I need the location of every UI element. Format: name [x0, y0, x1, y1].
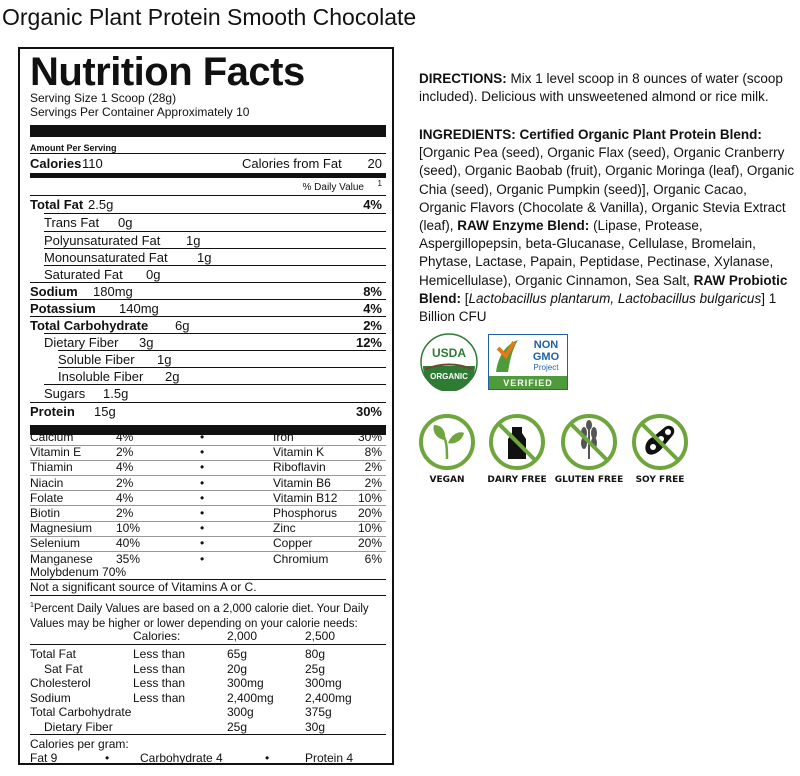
non-gmo-badge	[488, 334, 568, 390]
vitamin-name-right: Phosphorus	[273, 506, 338, 520]
blend3-title: RAW Probiotic Blend:	[419, 272, 788, 306]
not-significant: Not a significant source of Vitamins A or C.	[30, 580, 257, 594]
vitamin-name-right: Iron	[273, 430, 294, 444]
nutrient-name: Sugars	[44, 386, 86, 401]
usda-top-text: USDA	[431, 346, 467, 360]
footer-nutrient: Dietary Fiber	[44, 719, 113, 734]
footer-2000: 2,400mg	[227, 690, 274, 705]
nutrient-name: Total Carbohydrate	[30, 318, 149, 333]
divider	[30, 153, 386, 154]
nutrition-facts-label	[18, 47, 394, 765]
vitamin-dv-right: 10%	[357, 490, 382, 505]
directions	[419, 70, 797, 106]
footer-2000: 25g	[227, 719, 248, 734]
nutrient-daily-value: 2%	[363, 318, 382, 333]
divider	[30, 282, 386, 283]
vitamin-dv-left: 2%	[116, 506, 134, 520]
directions-text: Mix 1 level scoop in 8 ounces of water (scoop included). Delicious with unsweetened almond or rice milk.	[419, 71, 783, 104]
nongmo-gmo: GMO	[532, 351, 560, 363]
vitamin-name-right: Zinc	[273, 521, 296, 536]
nutrient-daily-value: 4%	[363, 197, 382, 212]
directions-heading: DIRECTIONS:	[419, 71, 507, 86]
vegan-caption: VEGAN	[429, 475, 465, 485]
footer-2500: 375g	[305, 705, 332, 719]
footnote-mark: 1	[30, 602, 34, 609]
nutrient-name: Protein	[30, 404, 75, 419]
nutrient-amount: 3g	[139, 335, 154, 350]
nutrient-name: Dietary Fiber	[44, 335, 119, 350]
footer-2500: 30g	[305, 719, 326, 734]
vitamin-dv-right: 6%	[364, 551, 382, 566]
blend2-text: (Lipase, Protease, Aspergillopepsin, beta-Glucanase, Cellulase, Bromelain, Phytase, Lactase, Papain, Peptidase, Pectinase, Xylanase, Hemicellulase), Organic Cinnamon, Sea Salt,	[419, 218, 774, 288]
blend3-text: ] 1 Billion CFU	[419, 290, 777, 325]
vitamin-dv-right: 20%	[357, 536, 382, 551]
molybdenum-text: Molybdenum 70%	[30, 565, 127, 579]
dv-mark: 1	[377, 179, 382, 188]
gluten-free-caption: GLUTEN FREE	[554, 475, 624, 485]
footer-qualifier: Less than	[133, 661, 186, 676]
nutrient-name: Trans Fat	[44, 215, 100, 230]
vitamin-dv-left: 2%	[116, 445, 134, 460]
divider	[30, 734, 386, 735]
medium-divider	[30, 173, 386, 178]
footer-nutrient: Cholesterol	[30, 676, 91, 690]
footer-2500: 300mg	[305, 676, 342, 690]
vitamin-dv-right: 2%	[364, 460, 382, 475]
product-title: Organic Plant Protein Smooth Chocolate	[2, 4, 417, 30]
footer-qualifier: Less than	[133, 676, 186, 690]
calories-row	[30, 155, 386, 172]
usda-organic-badge	[420, 333, 478, 391]
blend3-open: [	[464, 290, 469, 306]
footer-2000: 300g	[227, 705, 254, 719]
blend1-text: [Organic Pea (seed), Organic Flax (seed), Organic Cranberry (seed), Organic Baobab (fruit), Organic Moringa (leaf), Organic Chia (seed), Organic Pumpkin (seed)], Organic Cacao, Organic Flavors (Chocolate & Vanilla), Organic Stevia Extract (leaf),	[419, 145, 795, 234]
bullet: •	[200, 430, 205, 444]
thick-divider	[30, 125, 386, 137]
vitamin-name-left: Calcium	[30, 430, 74, 444]
nutrient-amount: 1g	[157, 352, 172, 367]
blend2-title: RAW Enzyme Blend:	[457, 218, 590, 234]
vitamin-dv-left: 2%	[116, 475, 134, 490]
divider	[30, 460, 386, 461]
vitamin-name-right: Copper	[273, 536, 313, 551]
blend3-italic: Lactobacillus plantarum, Lactobacillus bulgaricus	[468, 290, 762, 306]
bullet: •	[105, 751, 110, 765]
nutrient-name: Total Fat	[30, 197, 84, 212]
cpg-fat: Fat 9	[30, 751, 58, 765]
nutrient-amount: 0g	[146, 267, 161, 282]
vitamin-name-right: Vitamin K	[273, 445, 325, 460]
serving-size: Serving Size 1 Scoop (28g)	[30, 91, 177, 105]
nutrient-daily-value: 30%	[355, 404, 382, 419]
nutrient-daily-value: 12%	[355, 335, 382, 350]
nutrient-amount: 1.5g	[103, 386, 129, 401]
nutrition-facts-heading: Nutrition Facts	[30, 50, 305, 94]
usda-bottom-text: ORGANIC	[430, 372, 468, 381]
footer-2500: 25g	[305, 661, 326, 676]
footer-nutrient: Sodium	[30, 690, 71, 705]
vitamin-name-left: Biotin	[30, 506, 61, 520]
dv-header: % Daily Value	[302, 182, 364, 193]
bullet: •	[200, 551, 205, 566]
cpg-carb: Carbohydrate 4	[140, 751, 223, 765]
vitamin-dv-left: 35%	[116, 551, 141, 566]
ingredients-heading: INGREDIENTS:	[419, 127, 516, 142]
footnote	[30, 598, 386, 632]
vitamin-name-left: Manganese	[30, 551, 93, 566]
nutrient-amount: 0g	[118, 215, 133, 230]
bullet: •	[200, 506, 205, 520]
nutrient-name: Polyunsaturated Fat	[44, 233, 161, 248]
calories-fat-label: Calories from Fat	[242, 156, 342, 171]
calories-fat-value: 20	[367, 156, 382, 171]
footer-qualifier: Less than	[133, 647, 186, 661]
footer-2500: 80g	[305, 647, 326, 661]
divider	[30, 644, 386, 645]
cal-header-2000: 2,000	[227, 629, 258, 643]
cal-header-label: Calories:	[133, 629, 181, 643]
footer-nutrient: Sat Fat	[44, 661, 83, 676]
nutrient-daily-value: 8%	[363, 284, 382, 299]
thick-divider	[30, 425, 386, 435]
vitamin-name-left: Magnesium	[30, 521, 93, 536]
divider	[44, 384, 386, 385]
nutrient-amount: 15g	[94, 404, 116, 419]
vitamin-name-left: Selenium	[30, 536, 81, 551]
dairy-free-icon	[488, 413, 546, 471]
vitamin-dv-right: 10%	[357, 521, 382, 536]
soy-free-icon	[631, 413, 689, 471]
bullet: •	[200, 475, 205, 490]
bullet: •	[200, 521, 205, 536]
nutrient-name: Sodium	[30, 284, 78, 299]
nutrient-name: Insoluble Fiber	[58, 369, 144, 384]
nutrient-name: Potassium	[30, 301, 96, 316]
nutrient-daily-value: 4%	[363, 301, 382, 316]
cpg-protein: Protein 4	[305, 751, 354, 765]
servings-per-container: Servings Per Container Approximately 10	[30, 105, 250, 119]
calories-per-gram: Calories per gram:	[30, 737, 129, 751]
nongmo-project: Project	[533, 363, 559, 372]
nutrient-amount: 140mg	[119, 301, 159, 316]
bullet: •	[265, 751, 270, 765]
vitamin-dv-right: 8%	[364, 445, 382, 460]
vitamin-name-left: Folate	[30, 490, 64, 505]
divider	[30, 475, 386, 476]
vitamin-name-right: Chromium	[273, 551, 329, 566]
nutrient-amount: 2.5g	[88, 197, 114, 212]
nutrient-name: Soluble Fiber	[58, 352, 135, 367]
vitamin-dv-left: 40%	[116, 536, 141, 551]
dairy-free-caption: DAIRY FREE	[487, 475, 547, 485]
bullet: •	[200, 460, 205, 475]
vitamin-dv-right: 20%	[357, 506, 382, 520]
footer-2500: 2,400mg	[305, 690, 352, 705]
calories-label: Calories	[30, 156, 82, 171]
nongmo-verified: VERIFIED	[503, 378, 553, 388]
soy-free-caption: SOY FREE	[635, 475, 685, 485]
footer-nutrient: Total Carbohydrate	[30, 705, 132, 719]
vitamin-dv-right: 30%	[357, 430, 382, 444]
nutrient-name: Monounsaturated Fat	[44, 250, 168, 265]
calories-value: 110	[82, 156, 103, 171]
vitamin-name-left: Vitamin E	[30, 445, 82, 460]
vitamin-name-left: Thiamin	[30, 460, 73, 475]
footer-2000: 65g	[227, 647, 248, 661]
divider	[30, 445, 386, 446]
nutrient-amount: 2g	[165, 369, 180, 384]
blend1-title: Certified Organic Plant Protein Blend:	[519, 127, 762, 142]
nutrient-amount: 1g	[197, 250, 212, 265]
footnote-line-1: Percent Daily Values are based on a 2,000 calorie diet. Your Daily	[33, 602, 369, 615]
divider	[30, 195, 386, 196]
nongmo-non: NON	[533, 339, 559, 351]
vitamin-name-left: Niacin	[30, 475, 64, 490]
amount-per-serving: Amount Per Serving	[30, 143, 117, 153]
vitamin-dv-right: 2%	[364, 475, 382, 490]
footer-2000: 20g	[227, 661, 248, 676]
vegan-icon	[418, 413, 476, 471]
divider	[30, 402, 386, 403]
ingredients	[419, 126, 797, 326]
vitamin-name-right: Vitamin B6	[273, 475, 331, 490]
cal-header-2500: 2,500	[305, 629, 336, 643]
divider	[30, 595, 386, 596]
bullet: •	[200, 490, 205, 505]
bullet: •	[200, 536, 205, 551]
vitamin-dv-left: 4%	[116, 460, 134, 475]
vitamin-dv-left: 10%	[116, 521, 141, 536]
vitamin-dv-left: 4%	[116, 490, 134, 505]
bullet: •	[200, 445, 205, 460]
vitamin-name-right: Vitamin B12	[273, 490, 338, 505]
footer-qualifier: Less than	[133, 690, 186, 705]
gluten-free-icon	[560, 413, 618, 471]
footnote-line-2: Values may be higher or lower depending on your calorie needs:	[30, 617, 358, 630]
nutrient-name: Saturated Fat	[44, 267, 123, 282]
footer-2000: 300mg	[227, 676, 264, 690]
nutrient-amount: 6g	[175, 318, 190, 333]
nutrient-amount: 1g	[186, 233, 201, 248]
footer-nutrient: Total Fat	[30, 647, 77, 661]
vitamin-dv-left: 4%	[116, 430, 134, 444]
nutrient-amount: 180mg	[93, 284, 133, 299]
vitamin-name-right: Riboflavin	[273, 460, 326, 475]
divider	[30, 536, 386, 537]
